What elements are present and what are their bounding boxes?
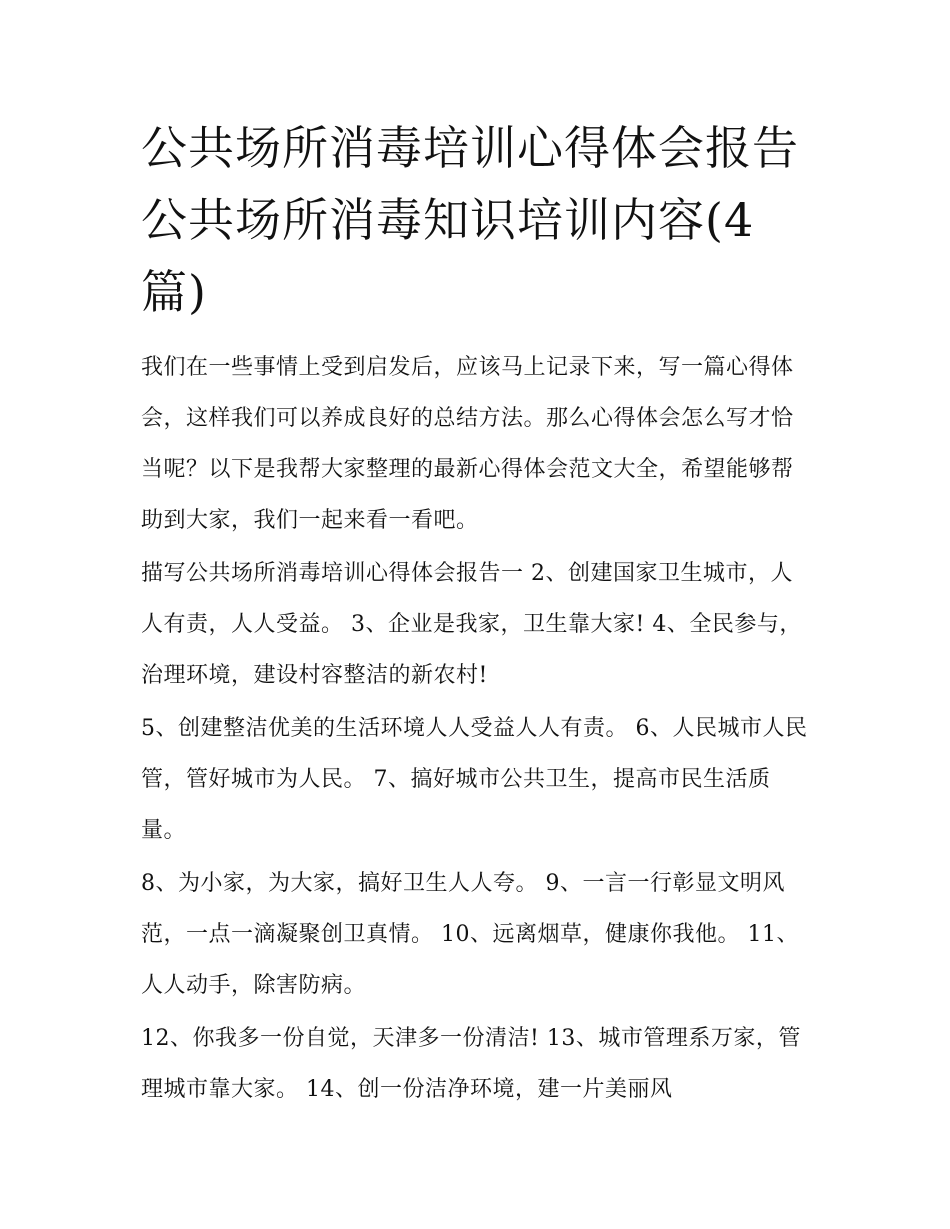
paragraph-slogans-3: 8、为小家，为大家，搞好卫生人人夸。 9、一言一行彰显文明风范，一点一滴凝聚创卫真情。 10、远离烟草，健康你我他。 11、人人动手，除害防病。	[141, 871, 799, 998]
paragraph-slogans-1: 描写公共场所消毒培训心得体会报告一 2、创建国家卫生城市，人人有责，人人受益。 3、企业是我家，卫生靠大家! 4、全民参与，治理环境，建设村容整洁的新农村!	[141, 561, 802, 688]
document-title: 公共场所消毒培训心得体会报告 公共场所消毒知识培训内容(4篇)	[141, 121, 799, 319]
paragraph-slogans-4: 12、你我多一份自觉，天津多一份清洁! 13、城市管理系万家，管理城市靠大家。 14、创一份洁净环境，建一片美丽风	[141, 1026, 801, 1102]
paragraph-slogans-2: 5、创建整洁优美的生活环境人人受益人人有责。 6、人民城市人民管，管好城市为人民。 7、搞好城市公共卫生，提高市民生活质量。	[141, 716, 808, 843]
paragraph-intro: 我们在一些事情上受到启发后，应该马上记录下来，写一篇心得体会，这样我们可以养成良好的总结方法。那么心得体会怎么写才恰当呢？以下是我帮大家整理的最新心得体会范文大全，希望能够帮助到大家，我们一起来看一看吧。	[141, 355, 794, 533]
document-page	[141, 112, 813, 1117]
